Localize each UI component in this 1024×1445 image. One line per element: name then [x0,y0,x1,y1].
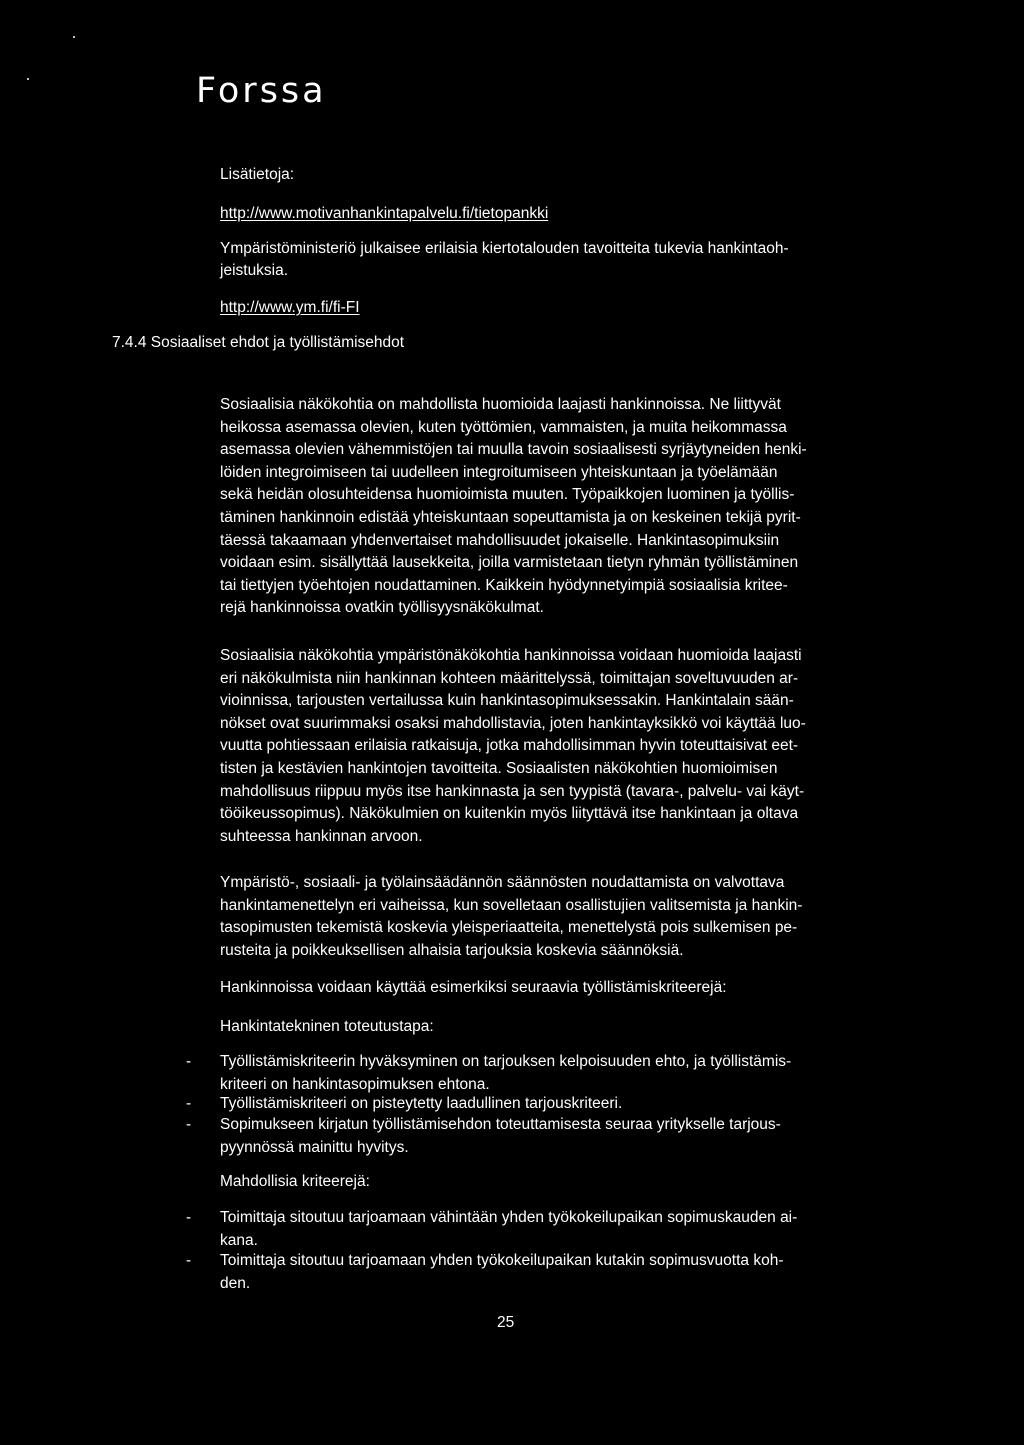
paragraph-line: vioinnissa, tarjousten vertailussa kuin hankintasopimuksessakin. Hankintalain sään- [220,692,794,710]
paragraph-line: asemassa olevien vähemmistöjen tai muulla tavoin sosiaalisesti syrjäytyneiden henki- [220,441,807,459]
list-item-line: Toimittaja sitoutuu tarjoamaan vähintään yhden työkokeilupaikan sopimuskauden ai- [220,1209,798,1226]
section-heading: 7.4.4 Sosiaaliset ehdot ja työllistämisehdot [112,334,405,351]
paragraph-social-aspects [220,394,807,620]
list-item-line: Sopimukseen kirjatun työllistämisehdon toteuttamisesta seuraa yritykselle tarjous- [220,1116,781,1133]
paragraph-line: tasopimusten tekemistä koskevia yleisperiaatteita, menettelystä pois sulkemisen pe- [220,919,798,937]
paragraph-line: sekä heidän olosuhteidensa huomioimista muuten. Työpaikkojen luominen ja työllis- [220,486,795,504]
paragraph-legislation [220,872,802,962]
paragraph-line: hankintamenettelyn eri vaiheissa, kun sovelletaan osallistujien valitsemista ja hankin- [220,896,803,914]
intro-text-line: Ympäristöministeriö julkaisee erilaisia kiertotalouden tavoitteita tukevia hankintaoh- [220,240,789,257]
bullet-dash: - [186,1053,192,1070]
paragraph-line: tai tiettyjen työehtojen noudattaminen. Kaikkein hyödynnetyimpiä sosiaalisia kritee- [220,576,788,594]
paragraph-perspectives [220,645,806,848]
paragraph-line: Ympäristö-, sosiaali- ja työlainsäädännön säännösten noudattamista on valvottava [220,874,785,891]
intro-text-line: jeistuksia. [220,262,289,279]
list-item-line: kana. [220,1231,258,1249]
paragraph-line: rejä hankinnoissa ovatkin työllisyysnäkökulmat. [220,599,544,617]
paragraph-line: Sosiaalisia näkökohtia ympäristönäkökohtia hankinnoissa voidaan huomioida laajasti [220,647,802,664]
bullet-dash: - [186,1116,192,1133]
list-item-line: Työllistämiskriteerin hyväksyminen on tarjouksen kelpoisuuden ehto, ja työllistämis- [220,1053,792,1070]
ym-link[interactable]: http://www.ym.fi/fi-FI [220,299,360,316]
list-item-line: pyynnössä mainittu hyvitys. [220,1138,409,1156]
criteria-intro: Hankinnoissa voidaan käyttää esimerkiksi seuraavia työllistämiskriteerejä: [220,979,727,996]
logo: Forssa [196,71,327,111]
info-label: Lisätietoja: [220,166,295,183]
paragraph-line: Sosiaalisia näkökohtia on mahdollista huomioida laajasti hankinnoissa. Ne liittyvät [220,396,781,413]
page-number: 25 [497,1314,515,1331]
list-item [220,1207,797,1252]
bullet-dash: - [186,1095,192,1112]
paragraph-line: rusteita ja poikkeuksellisen alhaisia tarjouksia koskevia säännöksiä. [220,941,684,959]
paragraph-line: mahdollisuus riippuu myös itse hankinnasta ja sen tyypistä (tavara-, palvelu- vai käyt- [220,782,805,800]
paragraph-line: voidaan esim. sisällyttää lausekkeita, joilla varmistetaan tietyn ryhmän työllistäminen [220,554,799,572]
paragraph-line: tisten ja kestävien hankintojen tavoitteita. Sosiaalisten näkökohtien huomioimisen [220,759,778,777]
list-item-line: Työllistämiskriteeri on pisteytetty laadullinen tarjouskriteeri. [220,1095,623,1112]
paragraph-line: tööikeussopimus). Näkökulmien on kuitenkin myös liityttävä itse hankintaan ja oltava [220,805,799,823]
subheading-implementation: Hankintatekninen toteutustapa: [220,1018,434,1035]
scan-speck [27,78,29,80]
bullet-dash: - [186,1209,192,1226]
list-item-line: Toimittaja sitoutuu tarjoamaan yhden työkokeilupaikan kutakin sopimusvuotta koh- [220,1252,784,1269]
list-item [220,1051,791,1096]
subheading-possible-criteria: Mahdollisia kriteerejä: [220,1173,370,1190]
paragraph-line: täminen hankinnoin edistää yhteiskuntaan sopeuttamista ja on keskeinen tekijä pyrit- [220,508,801,526]
paragraph-line: vuutta pohtiessaan erilaisia ratkaisuja, jotka mahdollisimman hyvin toteuttaisivat eet- [220,737,799,755]
paragraph-line: löiden integroimiseen tai uudelleen integroitumiseen yhteiskuntaan ja työelämään [220,463,778,481]
paragraph-line: täessä takaamaan yhdenvertaiset mahdollisuudet jokaiselle. Hankintasopimuksiin [220,531,780,549]
scan-speck [73,36,75,38]
list-item [220,1093,622,1116]
paragraph-line: eri näkökulmista niin hankinnan kohteen määrittelyssä, toimittajan soveltuvuuden ar- [220,669,799,687]
bullet-dash: - [186,1252,192,1269]
paragraph-line: nökset ovat suurimmaksi osaksi mahdollistavia, joten hankintayksikkö voi käyttää luo- [220,714,806,732]
paragraph-line: suhteessa hankinnan arvoon. [220,827,423,845]
list-item [220,1114,781,1159]
list-item-line: den. [220,1274,251,1292]
tietopankki-link[interactable]: http://www.motivanhankintapalvelu.fi/tietopankki [220,205,549,222]
list-item [220,1250,783,1295]
paragraph-line: heikossa asemassa olevien, kuten työttömien, vammaisten, ja muita heikommassa [220,418,787,436]
list-item-line: kriteeri on hankintasopimuksen ehtona. [220,1075,490,1093]
